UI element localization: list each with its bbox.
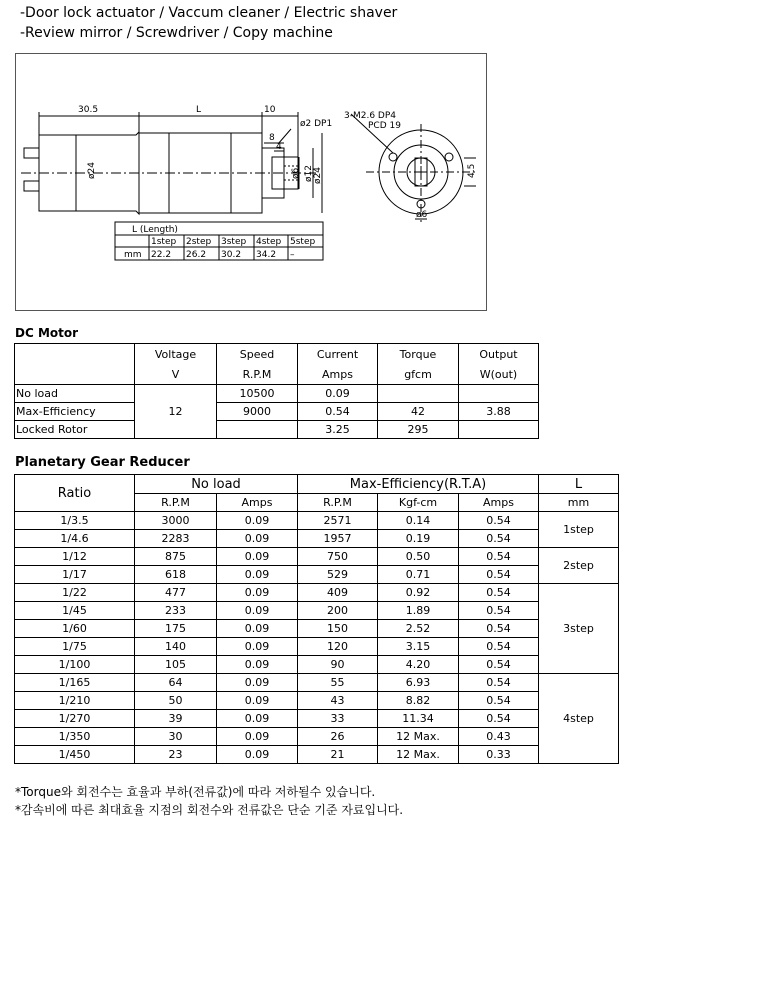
gear-cell: 23 (135, 746, 217, 764)
dc-header-output (459, 344, 539, 385)
gear-cell: 1957 (298, 530, 378, 548)
notes (15, 783, 403, 819)
dc-row-label: Locked Rotor (15, 421, 135, 439)
dc-header-voltage-top: Voltage (154, 348, 197, 361)
gear-cell: 0.54 (459, 710, 539, 728)
gear-cell: 0.50 (378, 548, 459, 566)
gear-sub-amps: Amps (459, 494, 539, 512)
dc-header-current (298, 344, 378, 385)
gear-cell: 0.09 (217, 566, 298, 584)
application-line-2: -Review mirror / Screwdriver / Copy machine (20, 25, 333, 41)
gear-ratio-cell: 1/450 (15, 746, 135, 764)
gear-cell: 0.54 (459, 620, 539, 638)
dc-header-current-unit: Amps (322, 368, 353, 381)
dc-cell: 42 (378, 403, 459, 421)
gear-title: Planetary Gear Reducer (15, 455, 190, 470)
dim-tap: 3-M2.6 DP4 (344, 111, 396, 121)
gear-cell: 0.09 (217, 530, 298, 548)
dc-header-output-unit: W(out) (479, 368, 518, 381)
gear-ratio-cell: 1/350 (15, 728, 135, 746)
dc-header-speed-top: Speed (239, 348, 275, 361)
gear-cell: 2.52 (378, 620, 459, 638)
gear-step-cell: 4step (539, 674, 619, 764)
gear-cell: 6.93 (378, 674, 459, 692)
gear-ratio-cell: 1/75 (15, 638, 135, 656)
dc-cell: 3.25 (298, 421, 378, 439)
dim-dia24: ø24 (87, 162, 97, 179)
gear-cell: 21 (298, 746, 378, 764)
length-value-2: 26.2 (186, 250, 207, 260)
gear-cell: 529 (298, 566, 378, 584)
application-line-1: -Door lock actuator / Vaccum cleaner / Electric shaver (20, 5, 398, 21)
gear-header-row-1 (15, 475, 619, 494)
gear-cell: 0.09 (217, 656, 298, 674)
gear-cell: 4.20 (378, 656, 459, 674)
gear-cell: 0.54 (459, 530, 539, 548)
gear-cell: 233 (135, 602, 217, 620)
length-value-4: 34.2 (256, 250, 277, 260)
dim-8: 8 (269, 133, 275, 143)
dim-dia6b: ø6 (416, 210, 428, 220)
length-step-4: 4step (256, 237, 282, 247)
dim-hole: ø2 DP1 (300, 119, 333, 129)
gear-cell: 2283 (135, 530, 217, 548)
gear-cell: 0.09 (217, 620, 298, 638)
gear-cell: 0.09 (217, 584, 298, 602)
dc-header-speed (217, 344, 298, 385)
gear-row (15, 512, 619, 530)
gear-cell: 43 (298, 692, 378, 710)
dc-row-locked-rotor (15, 421, 539, 439)
dc-header-current-top: Current (316, 348, 359, 361)
gear-cell: 2571 (298, 512, 378, 530)
dc-cell: 9000 (217, 403, 298, 421)
dim-l: L (196, 105, 202, 115)
dc-voltage-value: 12 (135, 385, 217, 439)
dc-header-voltage (135, 344, 217, 385)
dc-cell: 10500 (217, 385, 298, 403)
gear-cell: 175 (135, 620, 217, 638)
gear-cell: 120 (298, 638, 378, 656)
dim-4: 4 (276, 142, 282, 152)
dc-cell (459, 385, 539, 403)
gear-cell: 0.09 (217, 638, 298, 656)
length-value-3: 30.2 (221, 250, 242, 260)
length-unit: mm (124, 250, 142, 260)
gear-row (15, 746, 619, 764)
gear-cell: 8.82 (378, 692, 459, 710)
gear-sub-kgf-cm: Kgf-cm (378, 494, 459, 512)
gear-cell: 750 (298, 548, 378, 566)
motor-drawing-svg (16, 54, 486, 310)
gear-ratio-cell: 1/22 (15, 584, 135, 602)
dim-dia6: ø6 (291, 167, 301, 179)
gear-header-max-efficiency: Max-Efficiency(R.T.A) (298, 475, 539, 494)
length-step-2: 2step (186, 237, 212, 247)
dim-pcd: PCD 19 (368, 121, 401, 131)
gear-cell: 0.54 (459, 584, 539, 602)
gear-cell: 150 (298, 620, 378, 638)
gear-cell: 0.09 (217, 602, 298, 620)
dc-cell: 3.88 (459, 403, 539, 421)
gear-cell: 1.89 (378, 602, 459, 620)
gear-cell: 0.33 (459, 746, 539, 764)
gear-cell: 0.09 (217, 548, 298, 566)
gear-cell: 0.43 (459, 728, 539, 746)
gear-cell: 0.54 (459, 602, 539, 620)
length-table-caption: L (Length) (132, 225, 178, 235)
gear-cell: 0.54 (459, 656, 539, 674)
gear-row (15, 548, 619, 566)
gear-step-cell: 2step (539, 548, 619, 584)
dc-cell: 0.09 (298, 385, 378, 403)
gear-header-l: L (539, 475, 619, 494)
gear-ratio-cell: 1/3.5 (15, 512, 135, 530)
dc-motor-table (14, 343, 539, 439)
dc-header-voltage-unit: V (171, 368, 180, 381)
gear-cell: 3000 (135, 512, 217, 530)
gear-cell: 0.09 (217, 728, 298, 746)
gear-cell: 0.54 (459, 692, 539, 710)
dc-header-speed-unit: R.P.M (242, 368, 272, 381)
gear-sub-rpm: R.P.M (298, 494, 378, 512)
gear-ratio-cell: 1/210 (15, 692, 135, 710)
gear-cell: 0.14 (378, 512, 459, 530)
gear-cell: 12 Max. (378, 746, 459, 764)
gear-step-cell: 3step (539, 584, 619, 674)
note-2: *감속비에 따른 최대효율 지점의 회전수와 전류값은 단순 기준 자료입니다. (15, 803, 404, 817)
gear-cell: 0.09 (217, 692, 298, 710)
dc-cell: 0.54 (298, 403, 378, 421)
gear-row (15, 566, 619, 584)
gear-cell: 0.09 (217, 746, 298, 764)
gear-cell: 618 (135, 566, 217, 584)
gear-cell: 55 (298, 674, 378, 692)
gear-cell: 0.71 (378, 566, 459, 584)
gear-row (15, 584, 619, 602)
dc-header-output-top: Output (479, 348, 518, 361)
gear-header-ratio: Ratio (15, 475, 135, 512)
dc-motor-title: DC Motor (15, 326, 79, 340)
gear-row (15, 530, 619, 548)
dim-30-5: 30.5 (78, 105, 99, 115)
gear-row (15, 620, 619, 638)
gear-ratio-cell: 1/45 (15, 602, 135, 620)
gear-step-cell: 1step (539, 512, 619, 548)
dc-header-torque (378, 344, 459, 385)
dc-header-torque-top: Torque (399, 348, 437, 361)
dc-motor-header-blank (15, 344, 135, 385)
gear-ratio-cell: 1/12 (15, 548, 135, 566)
gear-ratio-cell: 1/4.6 (15, 530, 135, 548)
gear-ratio-cell: 1/100 (15, 656, 135, 674)
dc-row-no-load (15, 385, 539, 403)
gear-cell: 875 (135, 548, 217, 566)
dc-cell (217, 421, 298, 439)
gear-cell: 0.09 (217, 710, 298, 728)
dim-10: 10 (264, 105, 276, 115)
gear-cell: 0.19 (378, 530, 459, 548)
gear-cell: 0.09 (217, 512, 298, 530)
dc-header-torque-unit: gfcm (404, 368, 432, 381)
gear-cell: 0.92 (378, 584, 459, 602)
gear-cell: 0.09 (217, 674, 298, 692)
length-step-1: 1step (151, 237, 177, 247)
gear-cell: 200 (298, 602, 378, 620)
dc-row-max-efficiency (15, 403, 539, 421)
gear-row (15, 638, 619, 656)
gear-cell: 140 (135, 638, 217, 656)
gear-row (15, 728, 619, 746)
length-value-5: – (290, 250, 295, 260)
gear-row (15, 710, 619, 728)
length-step-3: 3step (221, 237, 247, 247)
gear-sub-mm: mm (539, 494, 619, 512)
gear-sub-amps: Amps (217, 494, 298, 512)
gear-cell: 0.54 (459, 638, 539, 656)
gear-row (15, 692, 619, 710)
gear-cell: 105 (135, 656, 217, 674)
note-1: *Torque와 회전수는 효율과 부하(전류값)에 따라 저하될수 있습니다. (15, 785, 376, 799)
gear-cell: 0.54 (459, 566, 539, 584)
dim-dia24b: ø24 (313, 167, 323, 184)
gear-ratio-cell: 1/165 (15, 674, 135, 692)
gear-ratio-cell: 1/270 (15, 710, 135, 728)
gear-cell: 33 (298, 710, 378, 728)
gear-cell: 409 (298, 584, 378, 602)
gear-row (15, 674, 619, 692)
gear-cell: 3.15 (378, 638, 459, 656)
gear-cell: 0.54 (459, 512, 539, 530)
gear-cell: 477 (135, 584, 217, 602)
dim-flat: 4.5 (467, 163, 477, 178)
gear-header-no-load: No load (135, 475, 298, 494)
gear-cell: 30 (135, 728, 217, 746)
gear-cell: 64 (135, 674, 217, 692)
dc-cell (459, 421, 539, 439)
gear-cell: 50 (135, 692, 217, 710)
gear-cell: 0.54 (459, 548, 539, 566)
gear-cell: 39 (135, 710, 217, 728)
gear-row (15, 602, 619, 620)
length-step-5: 5step (290, 237, 316, 247)
gear-sub-rpm: R.P.M (135, 494, 217, 512)
dc-motor-header-row (15, 344, 539, 385)
motor-drawing (15, 53, 487, 311)
gear-row (15, 656, 619, 674)
gear-ratio-cell: 1/17 (15, 566, 135, 584)
gear-table (14, 474, 619, 764)
dc-cell: 295 (378, 421, 459, 439)
dc-row-label: No load (15, 385, 135, 403)
dc-row-label: Max-Efficiency (15, 403, 135, 421)
dc-cell (378, 385, 459, 403)
length-value-1: 22.2 (151, 250, 172, 260)
gear-ratio-cell: 1/60 (15, 620, 135, 638)
gear-cell: 90 (298, 656, 378, 674)
gear-cell: 12 Max. (378, 728, 459, 746)
dim-dia12: ø12 (304, 165, 314, 182)
gear-cell: 11.34 (378, 710, 459, 728)
gear-cell: 26 (298, 728, 378, 746)
gear-cell: 0.54 (459, 674, 539, 692)
